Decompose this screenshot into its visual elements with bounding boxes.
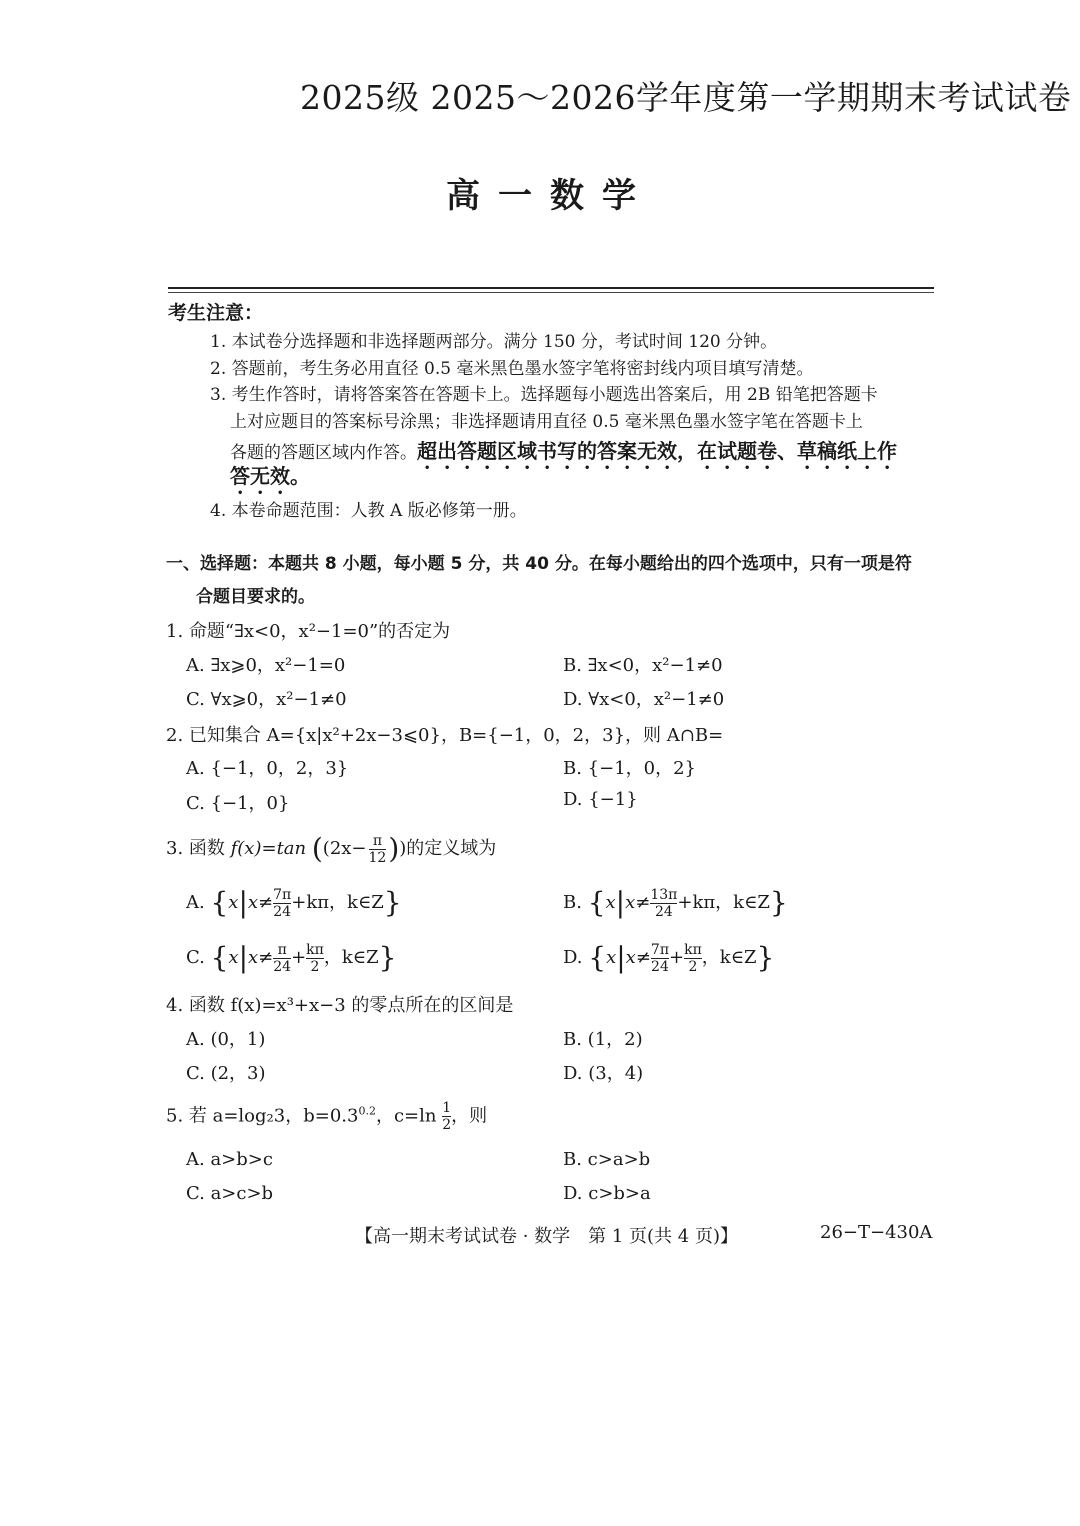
q5-exponent: 0.2	[358, 1104, 376, 1118]
q2-option-d: D. {−1}	[563, 789, 638, 810]
question-2-stem: 2. 已知集合 A={x|x²+2x−3⩽0}，B={−1，0，2，3}，则 A∩B=	[166, 725, 724, 746]
notice-item-3-plain: 各题的答题区域内作答。	[230, 443, 417, 463]
q5-mid: ，c=ln	[375, 1105, 443, 1127]
notice-item-3-emphasis: 超出答题区域书写的答案无效，在试题卷、草稿纸上作	[417, 439, 897, 463]
q4-option-a: A. (0，1)	[186, 1029, 266, 1050]
q2-option-c: C. {−1，0}	[186, 793, 290, 814]
q5-option-c: C. a>c>b	[186, 1183, 274, 1204]
question-1-stem: 1. 命题“∃x<0，x²−1=0”的否定为	[166, 621, 451, 642]
q3-func: f(x)=tan	[230, 838, 307, 859]
notice-item-3-cont: 上对应题目的答案标号涂黑；非选择题请用直径 0.5 毫米黑色墨水签字笔在答题卡上	[230, 412, 863, 432]
question-3-stem: 3. 函数 f(x)=tan ((2x− $\frac{\pi}{12}$ ))的定义域为	[166, 832, 497, 866]
q3-option-a: A. {x|x≠ $\frac{7\pi}{24}$ +kπ，k∈Z}	[186, 886, 402, 920]
notice-item-3-emphasis-end: 答无效。	[230, 464, 310, 488]
q5-frac-num: 1	[442, 1100, 452, 1116]
notice-item-1: 1. 本试卷分选择题和非选择题两部分。满分 150 分，考试时间 120 分钟。	[210, 332, 778, 352]
q5-frac-den: 2	[442, 1117, 452, 1133]
q5-prefix: 5. 若 a=log₂3，b=0.3	[166, 1105, 359, 1127]
divider-thick	[168, 287, 934, 289]
paper-code: 26−T−430A	[820, 1222, 933, 1243]
q4-option-d: D. (3，4)	[563, 1063, 644, 1084]
question-5-stem	[166, 1100, 487, 1133]
page-footer: 【高一期末考试试卷 · 数学 第 1 页(共 4 页)】	[355, 1226, 738, 1247]
divider-thin	[168, 292, 934, 293]
notice-item-3: 3. 考生作答时，请将答案答在答题卡上。选择题每小题选出答案后，用 2B 铅笔把答题卡	[210, 385, 878, 405]
q1-option-d: D. ∀x<0，x²−1≠0	[563, 689, 725, 710]
exam-title: 2025级 2025～2026学年度第一学期期末考试试卷	[300, 78, 1072, 117]
q3-option-b: B. {x|x≠ $\frac{13\pi}{24}$ +kπ，k∈Z}	[563, 886, 788, 920]
q3-option-d: D. {x|x≠ $\frac{7\pi}{24}$ + $\frac{k\pi}{2}$ ，k∈Z}	[563, 941, 775, 975]
q5-option-b: B. c>a>b	[563, 1149, 651, 1170]
question-4-stem: 4. 函数 f(x)=x³+x−3 的零点所在的区间是	[166, 995, 514, 1016]
q4-option-b: B. (1，2)	[563, 1029, 643, 1050]
subject-title: 高一数学	[446, 176, 654, 216]
q3-frac-num: π	[369, 833, 387, 850]
q3-suffix: )的定义域为	[399, 838, 497, 859]
notice-item-4: 4. 本卷命题范围：人教 A 版必修第一册。	[210, 501, 527, 521]
section-heading-cont: 合题目要求的。	[196, 587, 315, 607]
q3-arg: (2x−	[322, 838, 367, 859]
notice-heading: 考生注意：	[168, 302, 264, 324]
q5-suffix: ，则	[451, 1105, 488, 1127]
notice-item-3-cont2	[230, 435, 897, 474]
q3-option-c: C. {x|x≠ $\frac{\pi}{24}$ + $\frac{k\pi}{2}$ ，k∈Z}	[186, 941, 397, 975]
q1-option-a: A. ∃x⩾0，x²−1=0	[186, 655, 346, 676]
q1-option-c: C. ∀x⩾0，x²−1≠0	[186, 689, 347, 710]
q4-option-c: C. (2，3)	[186, 1063, 266, 1084]
q5-option-d: D. c>b>a	[563, 1183, 651, 1204]
q1-option-b: B. ∃x<0，x²−1≠0	[563, 655, 723, 676]
section-heading: 一、选择题：本题共 8 小题，每小题 5 分，共 40 分。在每小题给出的四个选项中，只有一项是符	[166, 554, 912, 574]
notice-item-2: 2. 答题前，考生务必用直径 0.5 毫米黑色墨水签字笔将密封线内项目填写清楚。	[210, 359, 814, 379]
q2-option-a: A. {−1，0，2，3}	[186, 758, 349, 779]
q3-prefix: 3. 函数	[166, 838, 231, 859]
q2-option-b: B. {−1，0，2}	[563, 758, 697, 779]
q5-option-a: A. a>b>c	[186, 1149, 273, 1170]
q3-frac-den: 12	[368, 849, 387, 866]
